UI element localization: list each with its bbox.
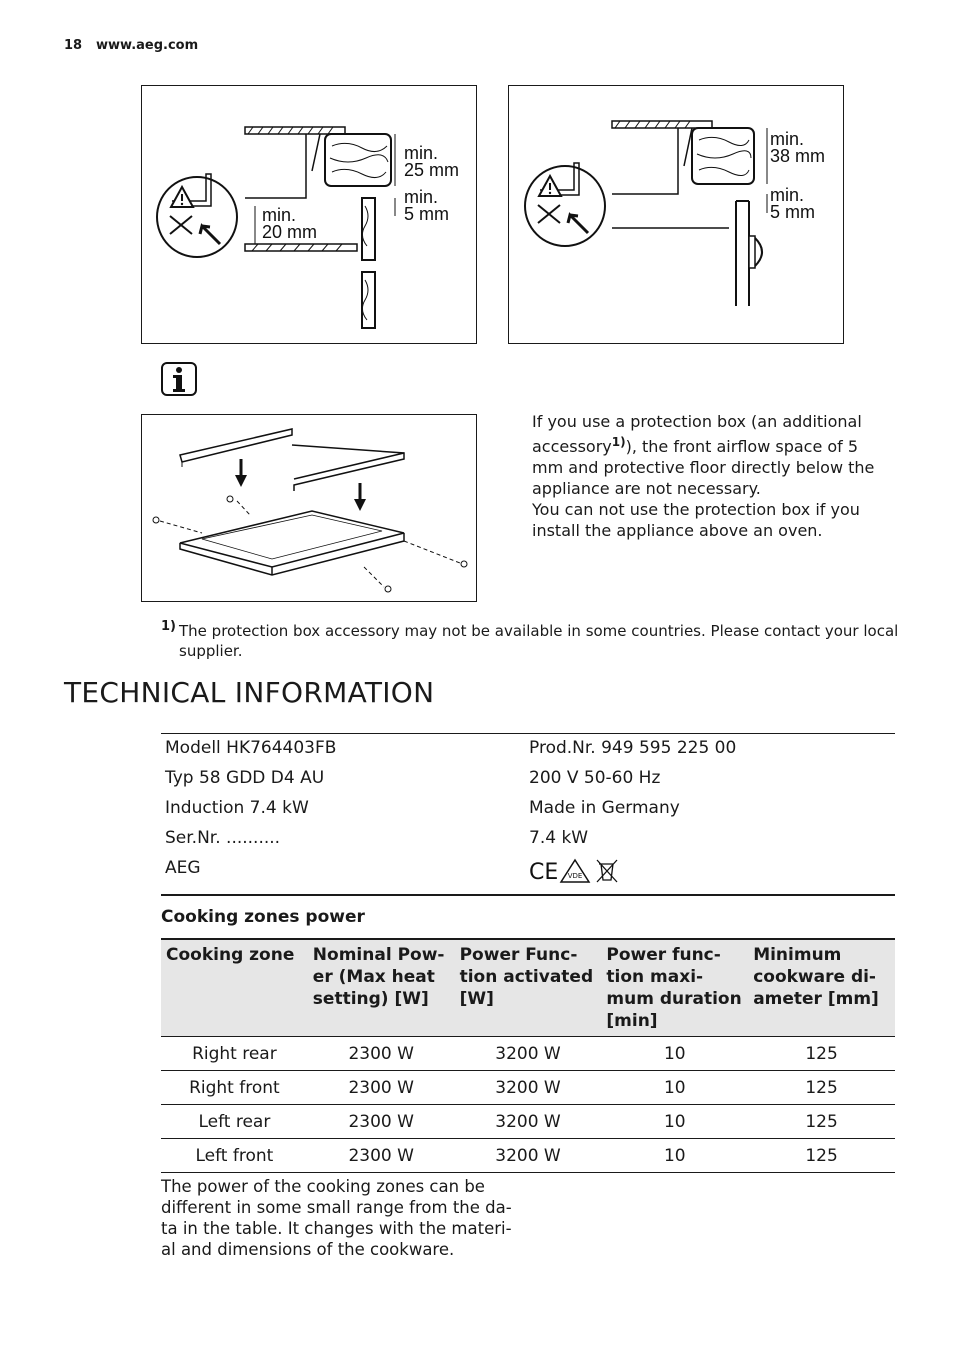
table-cell: Left front <box>161 1139 308 1173</box>
ce-vde-weee-icons <box>529 858 621 884</box>
cooking-zones-table <box>161 938 895 1173</box>
table-cell: 125 <box>748 1105 895 1139</box>
table-row <box>161 734 895 765</box>
table-cell: 3200 W <box>455 1105 602 1139</box>
table-cell: 200 V 50-60 Hz <box>529 768 661 788</box>
installation-figure-2 <box>508 85 844 344</box>
protection-box-info <box>532 411 892 541</box>
table-cell: 7.4 kW <box>529 828 589 848</box>
dimension-label-38mm: min. 38 mm <box>770 129 826 166</box>
table-row <box>161 1105 895 1139</box>
table-row <box>161 824 895 854</box>
table-cell: 2300 W <box>308 1071 455 1105</box>
table-cell: 125 <box>748 1139 895 1173</box>
info-line-3: You can not use the protection box if you install the appliance above an oven. <box>532 500 860 540</box>
table-cell: Left rear <box>161 1105 308 1139</box>
column-header: Minimum cookware di- ameter [mm] <box>748 939 895 1037</box>
protection-box-drawing <box>142 415 478 603</box>
table-cell: Prod.Nr. 949 595 225 00 <box>529 738 737 758</box>
website-url: www.aeg.com <box>96 38 199 53</box>
table-header-row <box>161 939 895 1037</box>
table-row <box>161 1071 895 1105</box>
table-cell: 125 <box>748 1037 895 1071</box>
info-line-2: ), the front airflow space of 5 mm and protective floor directly below the appliance are not necessary. <box>532 437 875 498</box>
column-header: Power func- tion maxi- mum duration [min] <box>601 939 748 1037</box>
info-line-1: If you use a protection box (an additional accessory <box>532 412 862 456</box>
table-cell: 3200 W <box>455 1139 602 1173</box>
column-header: Cooking zone <box>161 939 308 1037</box>
table-cell: 10 <box>601 1105 748 1139</box>
info-icon <box>161 362 197 396</box>
table-cell: Induction 7.4 kW <box>165 798 309 818</box>
ce-mark: CE <box>529 860 559 884</box>
table-cell: Right front <box>161 1071 308 1105</box>
footnote-mark: 1) <box>161 619 176 634</box>
section-title: TECHNICAL INFORMATION <box>64 676 435 709</box>
dimension-label-25mm: min. 25 mm <box>404 143 460 180</box>
table-row <box>161 1139 895 1173</box>
technical-data-table <box>161 733 895 896</box>
table-cell: AEG <box>165 858 201 878</box>
footnote-text: The protection box accessory may not be available in some countries. Please contact your local supplier. <box>179 622 899 660</box>
footnote-ref: 1) <box>611 435 626 449</box>
table-cell: 3200 W <box>455 1071 602 1105</box>
column-header: Power Func- tion activated [W] <box>455 939 602 1037</box>
page-number: 18 <box>64 38 83 53</box>
table-row <box>161 764 895 794</box>
table-cell: Typ 58 GDD D4 AU <box>165 768 325 788</box>
cooking-zones-title: Cooking zones power <box>161 907 365 927</box>
table-cell: 10 <box>601 1071 748 1105</box>
protection-box-figure <box>141 414 477 602</box>
table-row <box>161 794 895 824</box>
dimension-label-5mm: min. 5 mm <box>404 187 449 224</box>
power-note: The power of the cooking zones can be different in some small range from the da- ta in the table. It changes with the materi- al and dimensions of the cookware. <box>161 1177 512 1259</box>
table-cell: 125 <box>748 1071 895 1105</box>
table-cell: 2300 W <box>308 1037 455 1071</box>
dimension-label-20mm: min. 20 mm <box>262 205 318 242</box>
dimension-label-5mm-2: min. 5 mm <box>770 185 815 222</box>
footnote <box>161 617 901 661</box>
table-row <box>161 854 895 895</box>
table-cell: Right rear <box>161 1037 308 1071</box>
table-cell: 3200 W <box>455 1037 602 1071</box>
table-cell: Made in Germany <box>529 798 680 818</box>
certification-marks <box>519 854 895 895</box>
installation-figure-1 <box>141 85 477 344</box>
table-cell: 10 <box>601 1139 748 1173</box>
table-cell: Ser.Nr. .......... <box>165 828 281 848</box>
table-cell: 2300 W <box>308 1105 455 1139</box>
vde-mark: VDE <box>567 872 583 880</box>
column-header: Nominal Pow- er (Max heat setting) [W] <box>308 939 455 1037</box>
table-cell: 2300 W <box>308 1139 455 1173</box>
table-row <box>161 1037 895 1071</box>
table-cell: 10 <box>601 1037 748 1071</box>
table-cell: Modell HK764403FB <box>165 738 337 758</box>
